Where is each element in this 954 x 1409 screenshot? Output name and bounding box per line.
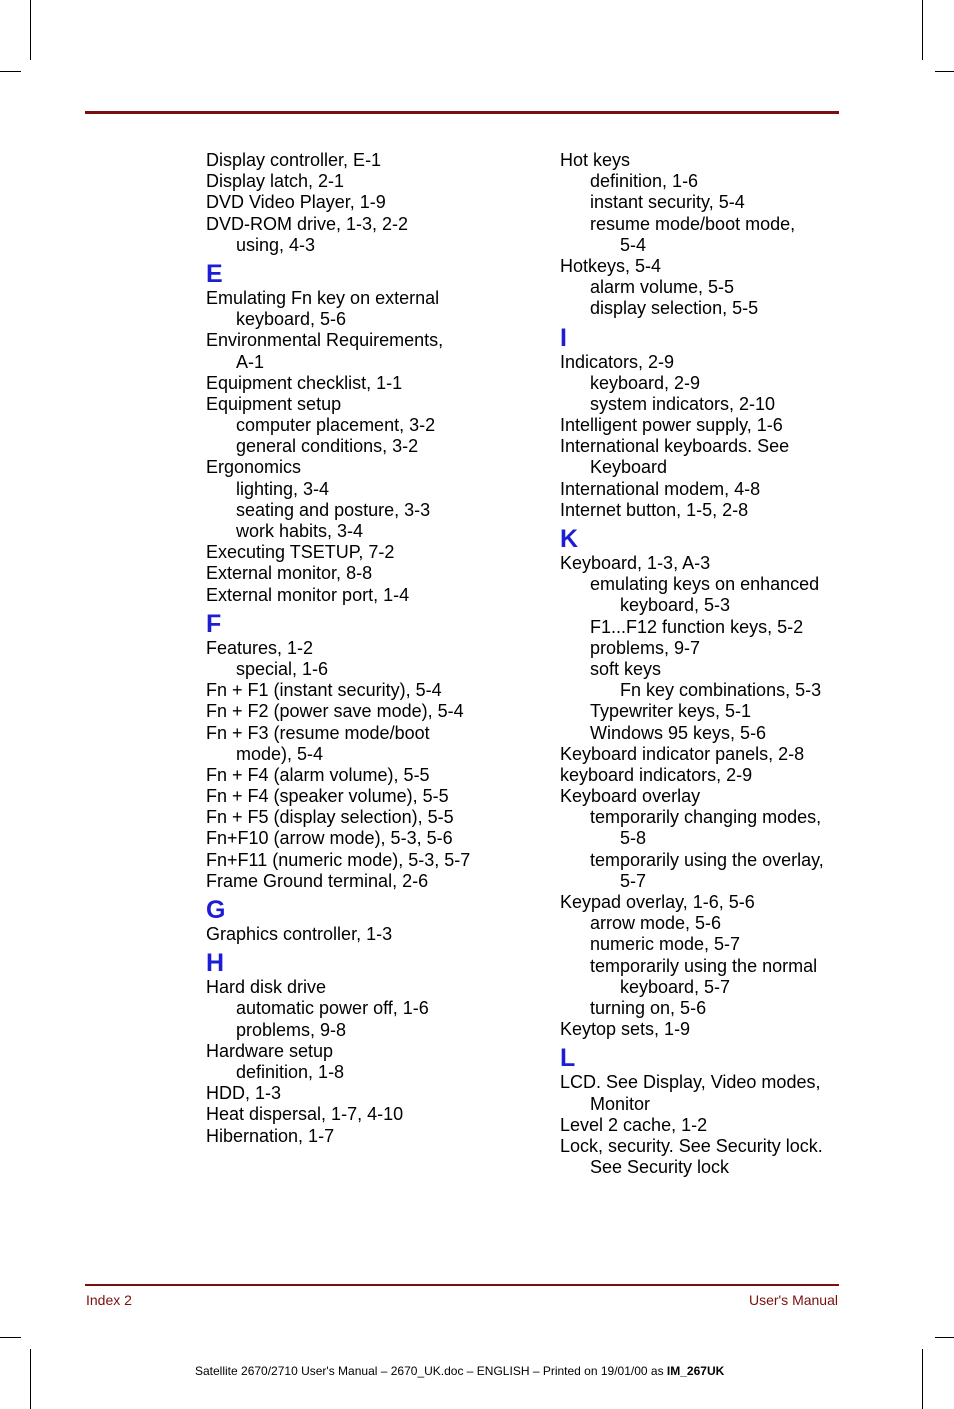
index-column-left (206, 150, 526, 1147)
index-entry: Fn + F1 (instant security), 5-4 (206, 680, 442, 701)
index-entry: Environmental Requirements, (206, 330, 444, 351)
index-entry: Keyboard indicator panels, 2-8 (560, 743, 805, 764)
index-subentry: Monitor (590, 1093, 651, 1114)
footer-rule (85, 1284, 839, 1286)
print-info-text: Satellite 2670/2710 User's Manual – 2670_UK.doc – ENGLISH – Printed on 19/01/00 as (195, 1364, 667, 1378)
footer-manual-label: User's Manual (748, 1292, 838, 1308)
index-entry: Fn+F10 (arrow mode), 5-3, 5-6 (206, 828, 453, 849)
index-entry: Frame Ground terminal, 2-6 (206, 870, 429, 891)
index-entry: Lock, security. See Security lock. (560, 1135, 823, 1156)
index-entry: Equipment setup (206, 393, 342, 414)
index-entry: Keyboard overlay (560, 786, 701, 807)
index-subentry: lighting, 3-4 (236, 478, 330, 499)
index-subentry: temporarily using the overlay, (590, 849, 824, 870)
index-column-right (560, 150, 860, 1178)
index-subentry: Keyboard (590, 457, 668, 478)
index-subentry: work habits, 3-4 (236, 521, 364, 541)
index-entry: International modem, 4-8 (560, 478, 761, 499)
index-subentry: using, 4-3 (236, 234, 316, 255)
index-entry: LCD. See Display, Video modes, (560, 1072, 821, 1093)
index-subentry: soft keys (590, 658, 662, 679)
index-subentry: problems, 9-8 (236, 1019, 347, 1040)
index-subentry: A-1 (236, 351, 265, 372)
index-subentry: system indicators, 2-10 (590, 393, 776, 414)
index-letter-heading: K (560, 525, 579, 553)
index-subentry: 5-8 (620, 828, 647, 849)
index-subentry: instant security, 5-4 (590, 192, 745, 213)
index-subentry: numeric mode, 5-7 (590, 934, 741, 955)
header-rule (85, 111, 839, 114)
index-subentry: special, 1-6 (236, 658, 329, 679)
index-subentry: turning on, 5-6 (590, 997, 707, 1018)
index-entry: Fn + F3 (resume mode/boot (206, 722, 430, 743)
index-subentry: keyboard, 5-3 (620, 595, 731, 616)
index-entry: Ergonomics (206, 457, 302, 478)
index-entry: Internet button, 1-5, 2-8 (560, 499, 749, 520)
index-entry: Keyboard, 1-3, A-3 (560, 553, 711, 573)
index-entry: Fn + F4 (alarm volume), 5-5 (206, 764, 430, 785)
index-subentry: computer placement, 3-2 (236, 415, 436, 436)
index-entry: Emulating Fn key on external (206, 287, 440, 308)
index-entry: Fn + F4 (speaker volume), 5-5 (206, 786, 449, 807)
index-entry: Hibernation, 1-7 (206, 1125, 335, 1146)
index-subentry: arrow mode, 5-6 (590, 913, 722, 934)
index-entry: Executing TSETUP, 7-2 (206, 542, 395, 563)
index-entry: Hotkeys, 5-4 (560, 255, 662, 276)
index-subentry: Fn key combinations, 5-3 (620, 680, 822, 701)
crop-mark (0, 71, 21, 72)
index-entry: DVD-ROM drive, 1-3, 2-2 (206, 213, 409, 234)
crop-mark (922, 1349, 923, 1409)
index-entry: Fn+F11 (numeric mode), 5-3, 5-7 (206, 849, 471, 870)
index-entry: Features, 1-2 (206, 637, 314, 658)
index-subentry: display selection, 5-5 (590, 298, 759, 319)
index-subentry: 5-7 (620, 870, 647, 891)
index-subentry: keyboard, 5-7 (620, 976, 731, 997)
index-entry: External monitor port, 1-4 (206, 584, 410, 605)
index-entry: HDD, 1-3 (206, 1083, 282, 1104)
index-entry: Keytop sets, 1-9 (560, 1019, 691, 1040)
index-entry: keyboard indicators, 2-9 (560, 764, 753, 785)
index-subentry: keyboard, 2-9 (590, 372, 701, 393)
crop-mark (30, 0, 31, 60)
index-subentry: keyboard, 5-6 (236, 309, 347, 330)
crop-mark (935, 71, 954, 72)
index-entry: Equipment checklist, 1-1 (206, 372, 403, 393)
print-info-line (195, 1364, 724, 1378)
index-entry: Display latch, 2-1 (206, 171, 345, 192)
crop-mark (935, 1337, 954, 1338)
crop-mark (0, 1337, 21, 1338)
index-entry: Hard disk drive (206, 977, 327, 998)
index-subentry: definition, 1-6 (590, 171, 699, 192)
index-subentry: temporarily using the normal (590, 955, 818, 976)
index-letter-heading: L (560, 1044, 576, 1073)
index-subentry: automatic power off, 1-6 (236, 998, 429, 1019)
index-subentry: F1...F12 function keys, 5-2 (590, 616, 804, 637)
index-subentry: mode), 5-4 (236, 743, 324, 764)
index-subentry: Typewriter keys, 5-1 (590, 701, 752, 722)
index-entry: Hot keys (560, 150, 631, 170)
index-entry: Display controller, E-1 (206, 150, 382, 170)
index-letter-heading: I (560, 323, 567, 352)
index-subentry: definition, 1-8 (236, 1061, 345, 1082)
index-entry: Hardware setup (206, 1040, 334, 1061)
index-subentry: alarm volume, 5-5 (590, 277, 735, 298)
print-info-code: IM_267UK (666, 1364, 725, 1378)
index-entry: Indicators, 2-9 (560, 351, 675, 372)
index-subentry: temporarily changing modes, (590, 807, 822, 828)
index-letter-heading: G (206, 896, 226, 924)
index-subentry: general conditions, 3-2 (236, 436, 419, 457)
index-subentry: seating and posture, 3-3 (236, 499, 431, 520)
index-entry: Level 2 cache, 1-2 (560, 1114, 708, 1135)
index-entry: Fn + F5 (display selection), 5-5 (206, 807, 454, 828)
index-letter-heading: E (206, 259, 223, 288)
index-subentry: Windows 95 keys, 5-6 (590, 722, 767, 743)
index-entry: Intelligent power supply, 1-6 (560, 415, 783, 436)
index-entry: Heat dispersal, 1-7, 4-10 (206, 1104, 404, 1125)
index-subentry: emulating keys on enhanced (590, 574, 820, 595)
index-letter-heading: F (206, 609, 222, 638)
index-subentry: See Security lock (590, 1157, 730, 1178)
crop-mark (922, 0, 923, 60)
index-subentry: 5-4 (620, 234, 647, 255)
index-entry: Keypad overlay, 1-6, 5-6 (560, 892, 755, 912)
index-subentry: resume mode/boot mode, (590, 213, 796, 234)
index-entry: Graphics controller, 1-3 (206, 924, 393, 944)
index-letter-heading: H (206, 949, 225, 978)
index-entry: External monitor, 8-8 (206, 563, 373, 584)
index-subentry: problems, 9-7 (590, 637, 701, 658)
footer-page-label: Index 2 (86, 1292, 132, 1308)
index-entry: International keyboards. See (560, 436, 790, 457)
crop-mark (30, 1349, 31, 1409)
index-entry: Fn + F2 (power save mode), 5-4 (206, 701, 464, 722)
index-entry: DVD Video Player, 1-9 (206, 192, 386, 213)
